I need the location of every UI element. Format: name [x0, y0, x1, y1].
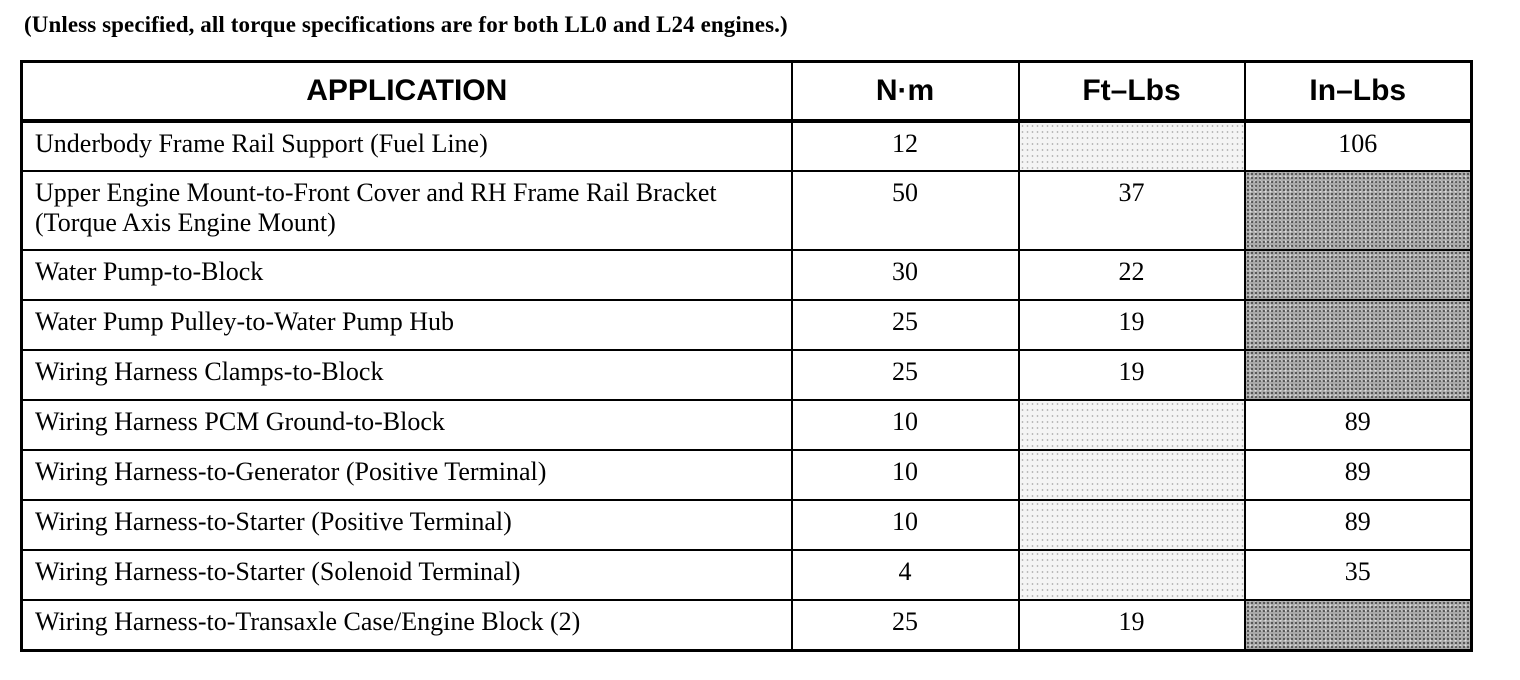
- application-cell: Wiring Harness PCM Ground-to-Block: [22, 400, 792, 450]
- table-row: [22, 121, 1472, 171]
- column-header-application: APPLICATION: [22, 62, 792, 122]
- table-row: [22, 250, 1472, 300]
- table-row: [22, 550, 1472, 600]
- ftlbs-cell: [1019, 550, 1245, 600]
- ftlbs-cell: [1019, 450, 1245, 500]
- nm-cell: 10: [792, 400, 1019, 450]
- inlbs-cell: [1245, 171, 1472, 250]
- inlbs-cell: 35: [1245, 550, 1472, 600]
- table-row: [22, 350, 1472, 400]
- ftlbs-cell: 37: [1019, 171, 1245, 250]
- nm-cell: 25: [792, 350, 1019, 400]
- ftlbs-cell: [1019, 121, 1245, 171]
- table-row: [22, 450, 1472, 500]
- application-cell: Wiring Harness-to-Generator (Positive Terminal): [22, 450, 792, 500]
- nm-cell: 25: [792, 300, 1019, 350]
- torque-spec-table: [20, 60, 1473, 652]
- nm-cell: 25: [792, 600, 1019, 650]
- application-cell: Wiring Harness-to-Starter (Positive Terminal): [22, 500, 792, 550]
- nm-cell: 10: [792, 450, 1019, 500]
- ftlbs-cell: 22: [1019, 250, 1245, 300]
- inlbs-cell: [1245, 600, 1472, 650]
- application-cell: Wiring Harness-to-Transaxle Case/Engine Block (2): [22, 600, 792, 650]
- application-cell: Underbody Frame Rail Support (Fuel Line): [22, 121, 792, 171]
- ftlbs-cell: 19: [1019, 600, 1245, 650]
- table-row: [22, 500, 1472, 550]
- nm-cell: 12: [792, 121, 1019, 171]
- application-cell: Upper Engine Mount-to-Front Cover and RH Frame Rail Bracket (Torque Axis Engine Mount): [22, 171, 792, 250]
- ftlbs-cell: 19: [1019, 300, 1245, 350]
- ftlbs-cell: [1019, 500, 1245, 550]
- table-row: [22, 400, 1472, 450]
- table-row: [22, 600, 1472, 650]
- table-row: [22, 171, 1472, 250]
- application-cell: Water Pump-to-Block: [22, 250, 792, 300]
- ftlbs-cell: 19: [1019, 350, 1245, 400]
- table-header-row: [22, 62, 1472, 122]
- nm-cell: 50: [792, 171, 1019, 250]
- nm-cell: 10: [792, 500, 1019, 550]
- inlbs-cell: [1245, 250, 1472, 300]
- application-cell: Water Pump Pulley-to-Water Pump Hub: [22, 300, 792, 350]
- application-cell: Wiring Harness-to-Starter (Solenoid Terminal): [22, 550, 792, 600]
- ftlbs-cell: [1019, 400, 1245, 450]
- nm-cell: 30: [792, 250, 1019, 300]
- inlbs-cell: [1245, 350, 1472, 400]
- table-row: [22, 300, 1472, 350]
- column-header-ftlbs: Ft–Lbs: [1019, 62, 1245, 122]
- nm-cell: 4: [792, 550, 1019, 600]
- inlbs-cell: 89: [1245, 400, 1472, 450]
- column-header-nm: N·m: [792, 62, 1019, 122]
- inlbs-cell: [1245, 300, 1472, 350]
- application-cell: Wiring Harness Clamps-to-Block: [22, 350, 792, 400]
- specification-note: (Unless specified, all torque specifications are for both LL0 and L24 engines.): [24, 12, 788, 37]
- inlbs-cell: 89: [1245, 450, 1472, 500]
- inlbs-cell: 106: [1245, 121, 1472, 171]
- inlbs-cell: 89: [1245, 500, 1472, 550]
- column-header-inlbs: In–Lbs: [1245, 62, 1472, 122]
